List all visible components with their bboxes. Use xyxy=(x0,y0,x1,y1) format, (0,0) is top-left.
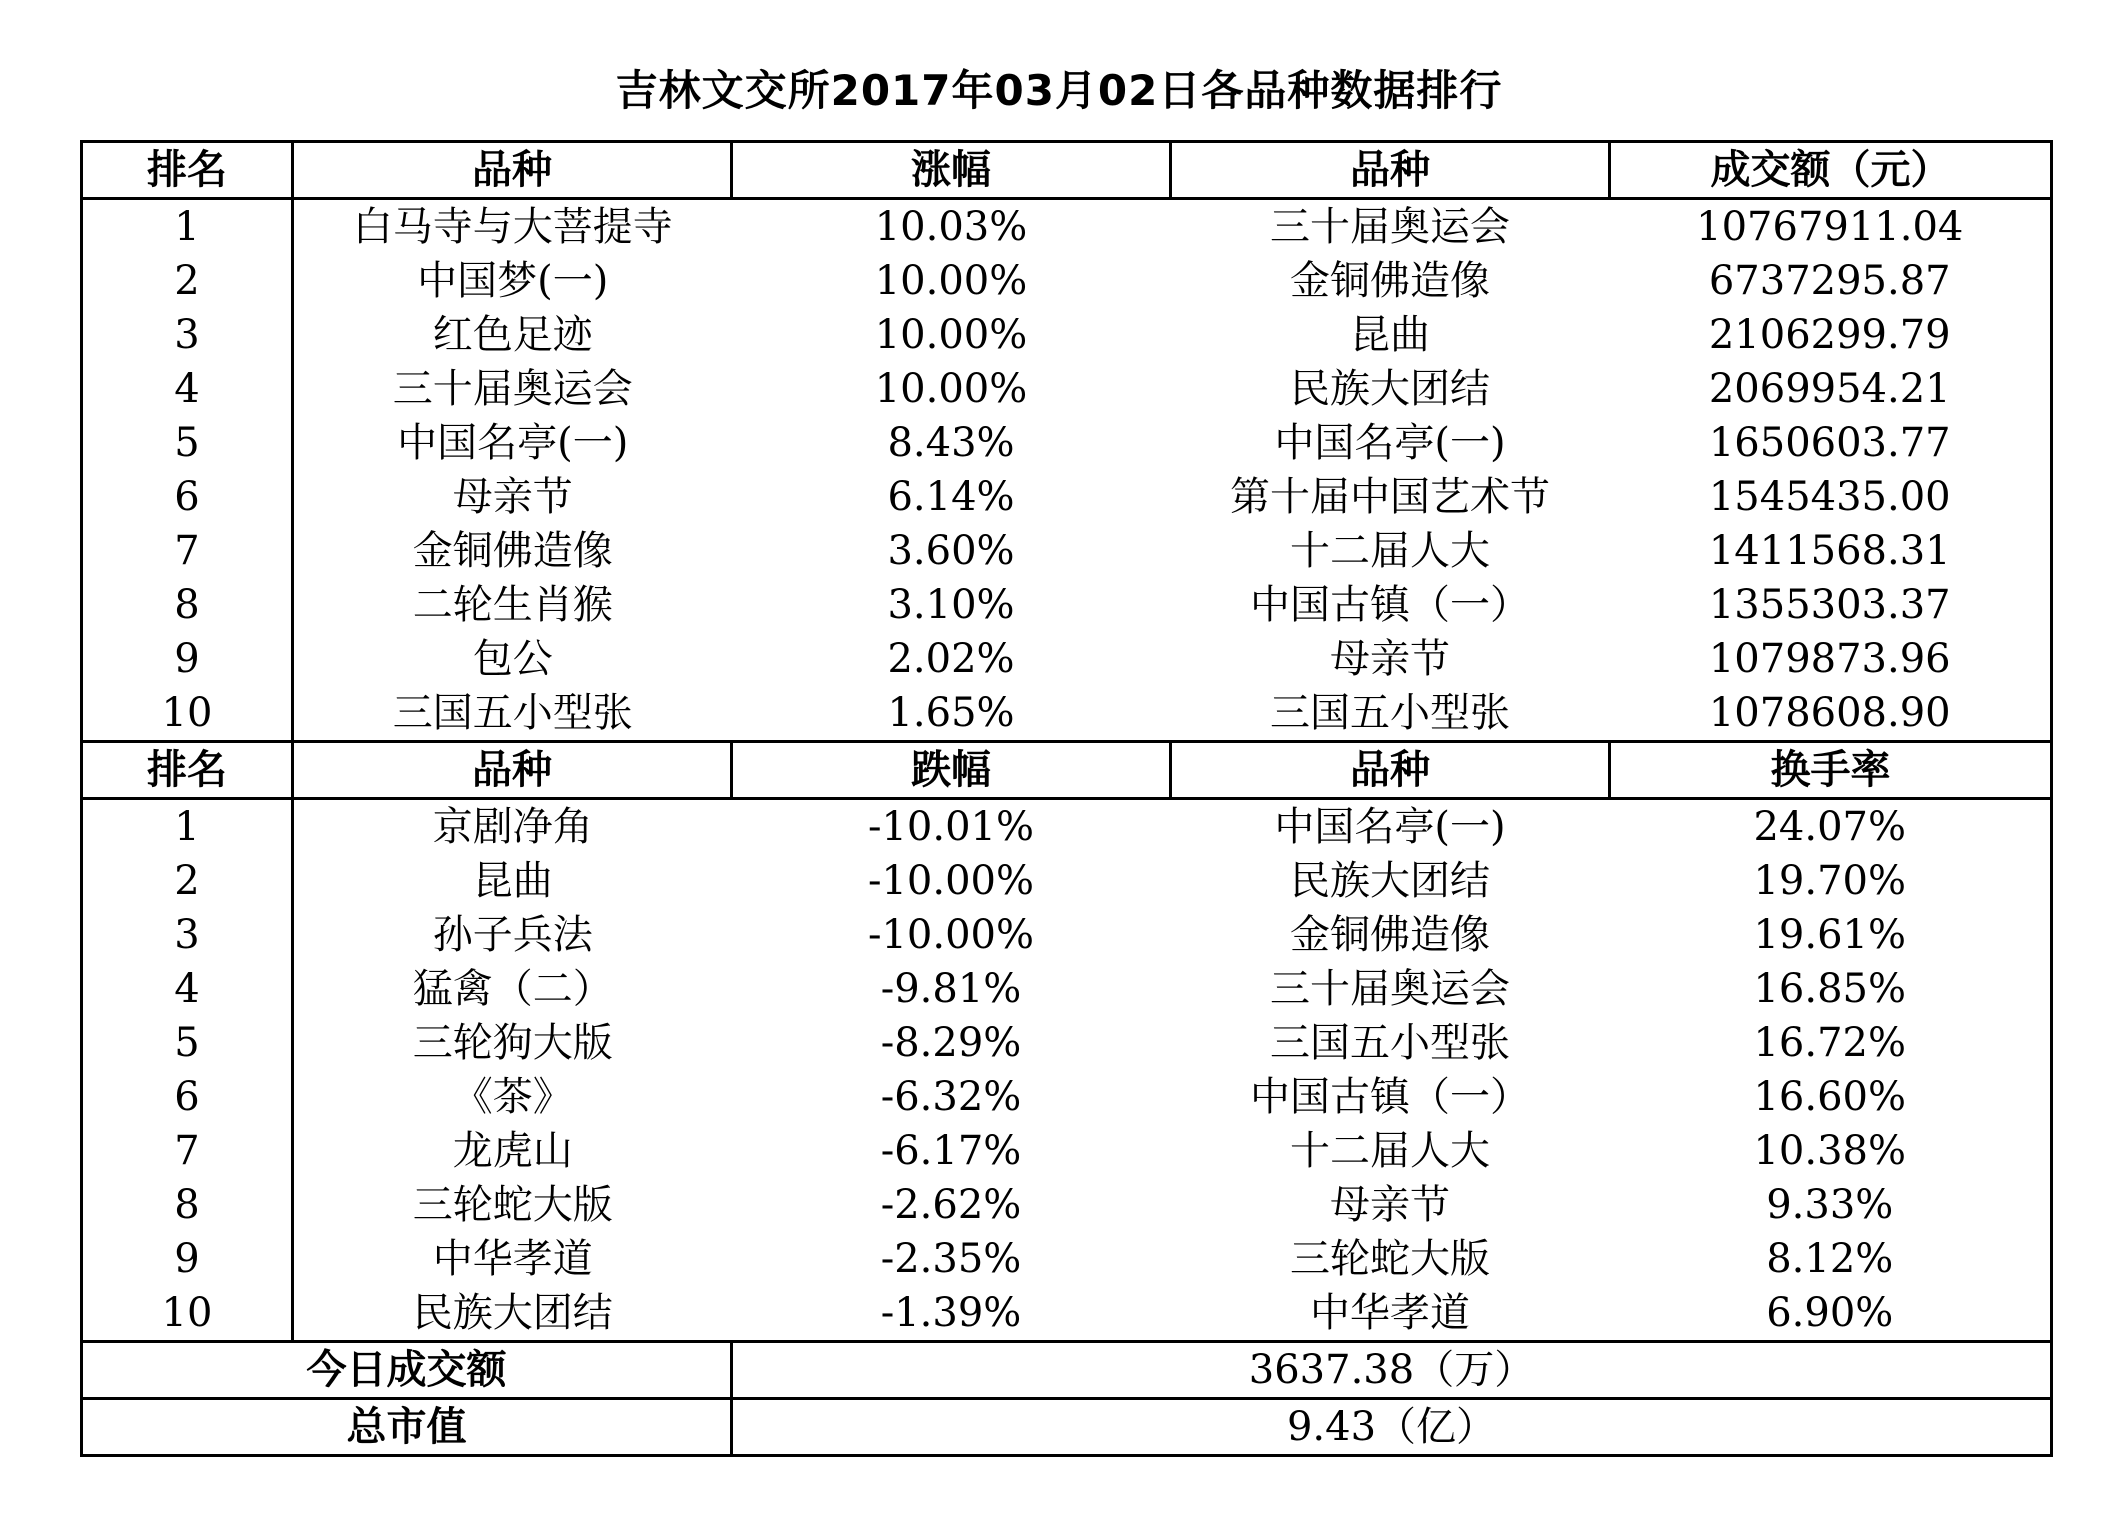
top_section-cell-rank: 1 xyxy=(82,199,293,255)
bottom_section-cell-item2: 中国名亭(一) xyxy=(1274,804,1506,850)
table-row xyxy=(82,578,2052,632)
bottom_section-cell-item: 龙虎山 xyxy=(293,1124,732,1178)
bottom_section-cell-rank: 7 xyxy=(82,1124,293,1178)
bottom_section-header-metric: 换手率 xyxy=(1610,742,2052,799)
bottom_section-cell-item2: 三轮蛇大版 xyxy=(1290,1236,1490,1282)
bottom_section-cell-item2: 金铜佛造像 xyxy=(1290,912,1490,958)
table-row xyxy=(82,1124,2052,1178)
top_section-cell-metric: 1355303.37 xyxy=(1610,578,2052,632)
bottom_section-cell-change: -9.81% xyxy=(880,966,1022,1012)
bottom_section-cell-metric: 10.38% xyxy=(1610,1124,2052,1178)
table-row xyxy=(82,362,2052,416)
top_section-cell-rank: 2 xyxy=(82,254,293,308)
bottom_section-cell-change: -6.32% xyxy=(880,1074,1022,1120)
top_section-cell-item: 母亲节 xyxy=(293,470,732,524)
bottom_section-cell-rank: 3 xyxy=(82,908,293,962)
table-row xyxy=(82,1232,2052,1286)
turnover-row xyxy=(82,1342,2052,1399)
bottom_section-cell-rank: 10 xyxy=(82,1286,293,1342)
top_section-cell-metric: 6737295.87 xyxy=(1610,254,2052,308)
bottom_section-cell-change: -1.39% xyxy=(880,1290,1022,1336)
bottom_section-header-change: 跌幅 xyxy=(732,742,1171,799)
table-row xyxy=(82,799,2052,855)
bottom_section-header-item2: 品种 xyxy=(1171,742,1610,799)
bottom_section-cell-item2: 民族大团结 xyxy=(1290,858,1490,904)
bottom_section-cell-metric: 6.90% xyxy=(1610,1286,2052,1342)
table-row xyxy=(82,524,2052,578)
table-row xyxy=(82,1070,2052,1124)
top_section-cell-item2: 十二届人大 xyxy=(1290,528,1490,574)
bottom_section-cell-item: 昆曲 xyxy=(293,854,732,908)
top_section-cell-item2: 金铜佛造像 xyxy=(1290,258,1490,304)
top_section-cell-item2: 三十届奥运会 xyxy=(1270,204,1510,250)
bottom_section-cell-item: 三轮狗大版 xyxy=(293,1016,732,1070)
top_section-cell-item2: 母亲节 xyxy=(1330,636,1450,682)
top_section-cell-metric: 1545435.00 xyxy=(1610,470,2052,524)
top_section-cell-item: 二轮生肖猴 xyxy=(293,578,732,632)
bottom_section-cell-item: 民族大团结 xyxy=(293,1286,732,1342)
table-row xyxy=(82,254,2052,308)
top_section-cell-change: 8.43% xyxy=(887,420,1015,466)
bottom_section-cell-rank: 4 xyxy=(82,962,293,1016)
bottom_section-cell-change: -8.29% xyxy=(880,1020,1022,1066)
market-cap-value: 9.43（亿） xyxy=(732,1399,2052,1456)
top_section-cell-change: 2.02% xyxy=(887,636,1015,682)
bottom_section-cell-rank: 5 xyxy=(82,1016,293,1070)
top_section-cell-metric: 10767911.04 xyxy=(1610,199,2052,255)
bottom_section-cell-metric: 19.61% xyxy=(1610,908,2052,962)
top_section-cell-item2: 民族大团结 xyxy=(1290,366,1490,412)
bottom_section-cell-change: -10.00% xyxy=(867,858,1035,904)
top_section-cell-change: 1.65% xyxy=(887,690,1015,736)
market-cap-row xyxy=(82,1399,2052,1456)
bottom_section-cell-metric: 19.70% xyxy=(1610,854,2052,908)
bottom_section-cell-change: -6.17% xyxy=(880,1128,1022,1174)
page-title: 吉林文交所2017年03月02日各品种数据排行 xyxy=(615,66,1503,115)
top_section-cell-rank: 3 xyxy=(82,308,293,362)
top_section-cell-rank: 5 xyxy=(82,416,293,470)
top_section-cell-change: 10.00% xyxy=(874,312,1028,358)
bottom_section-cell-item2: 中华孝道 xyxy=(1310,1290,1470,1336)
table-row xyxy=(82,416,2052,470)
bottom_section-cell-metric: 16.60% xyxy=(1610,1070,2052,1124)
top_section-cell-rank: 8 xyxy=(82,578,293,632)
top_section-cell-change: 10.03% xyxy=(874,204,1028,250)
bottom_section-header-rank: 排名 xyxy=(82,742,293,799)
bottom_section-cell-metric: 16.72% xyxy=(1610,1016,2052,1070)
table-row xyxy=(82,199,2052,255)
table-row xyxy=(82,470,2052,524)
top_section-cell-metric: 2069954.21 xyxy=(1610,362,2052,416)
bottom_section-cell-change: -2.35% xyxy=(880,1236,1022,1282)
bottom_section-cell-metric: 24.07% xyxy=(1610,799,2052,855)
top_section-cell-rank: 10 xyxy=(82,686,293,742)
ranking-table xyxy=(80,140,2053,1457)
table-row xyxy=(82,962,2052,1016)
bottom_section-cell-item: 孙子兵法 xyxy=(293,908,732,962)
bottom_section-cell-rank: 1 xyxy=(82,799,293,855)
ranking-table-body xyxy=(82,142,2052,1456)
bottom_section-cell-rank: 6 xyxy=(82,1070,293,1124)
turnover-label: 今日成交额 xyxy=(82,1342,732,1399)
top_section-cell-metric: 2106299.79 xyxy=(1610,308,2052,362)
bottom_section-cell-item: 三轮蛇大版 xyxy=(293,1178,732,1232)
top_section-cell-item2: 三国五小型张 xyxy=(1270,690,1510,736)
top_section-cell-rank: 7 xyxy=(82,524,293,578)
top_section-cell-item2: 昆曲 xyxy=(1350,312,1430,358)
top_section-cell-item: 中国名亭(一) xyxy=(293,416,732,470)
top_section-header-item2: 品种 xyxy=(1171,142,1610,199)
top_section-cell-change: 3.60% xyxy=(887,528,1015,574)
top_section-header-rank: 排名 xyxy=(82,142,293,199)
top_section-cell-item: 红色足迹 xyxy=(293,308,732,362)
bottom_section-cell-item: 猛禽（二） xyxy=(293,962,732,1016)
top_section-cell-rank: 6 xyxy=(82,470,293,524)
top_section-cell-item: 中国梦(一) xyxy=(293,254,732,308)
top_section-cell-metric: 1650603.77 xyxy=(1610,416,2052,470)
top_section-cell-change: 6.14% xyxy=(887,474,1015,520)
top_section-header-row xyxy=(82,142,2052,199)
table-row xyxy=(82,1016,2052,1070)
bottom_section-header-item: 品种 xyxy=(293,742,732,799)
top_section-cell-item: 三十届奥运会 xyxy=(293,362,732,416)
bottom_section-cell-item2: 母亲节 xyxy=(1330,1182,1450,1228)
table-row xyxy=(82,1178,2052,1232)
bottom_section-cell-item2: 十二届人大 xyxy=(1290,1128,1490,1174)
top_section-cell-change: 10.00% xyxy=(874,258,1028,304)
top_section-cell-metric: 1078608.90 xyxy=(1610,686,2052,742)
table-row xyxy=(82,854,2052,908)
top_section-cell-item2: 第十届中国艺术节 xyxy=(1230,474,1550,520)
bottom_section-cell-rank: 9 xyxy=(82,1232,293,1286)
bottom_section-cell-item2: 三十届奥运会 xyxy=(1270,966,1510,1012)
top_section-cell-item2: 中国名亭(一) xyxy=(1274,420,1506,466)
bottom_section-cell-item: 中华孝道 xyxy=(293,1232,732,1286)
bottom_section-cell-metric: 8.12% xyxy=(1610,1232,2052,1286)
table-row xyxy=(82,686,2052,742)
top_section-header-change: 涨幅 xyxy=(732,142,1171,199)
bottom_section-cell-change: -10.00% xyxy=(867,912,1035,958)
top_section-header-item: 品种 xyxy=(293,142,732,199)
bottom_section-cell-item: 《茶》 xyxy=(293,1070,732,1124)
turnover-value: 3637.38（万） xyxy=(732,1342,2052,1399)
top_section-cell-change: 3.10% xyxy=(887,582,1015,628)
market-cap-label: 总市值 xyxy=(82,1399,732,1456)
table-row xyxy=(82,1286,2052,1342)
table-row xyxy=(82,632,2052,686)
top_section-cell-change: 10.00% xyxy=(874,366,1028,412)
bottom_section-cell-change: -2.62% xyxy=(880,1182,1022,1228)
top_section-cell-item: 三国五小型张 xyxy=(293,686,732,742)
table-row xyxy=(82,908,2052,962)
top_section-cell-metric: 1079873.96 xyxy=(1610,632,2052,686)
top_section-cell-metric: 1411568.31 xyxy=(1610,524,2052,578)
bottom_section-cell-item2: 三国五小型张 xyxy=(1270,1020,1510,1066)
bottom_section-cell-metric: 16.85% xyxy=(1610,962,2052,1016)
bottom_section-cell-rank: 2 xyxy=(82,854,293,908)
top_section-cell-rank: 9 xyxy=(82,632,293,686)
bottom_section-header-row xyxy=(82,742,2052,799)
table-row xyxy=(82,308,2052,362)
top_section-cell-item2: 中国古镇（一） xyxy=(1250,582,1530,628)
bottom_section-cell-change: -10.01% xyxy=(867,804,1035,850)
bottom_section-cell-item2: 中国古镇（一） xyxy=(1250,1074,1530,1120)
top_section-cell-rank: 4 xyxy=(82,362,293,416)
bottom_section-cell-item: 京剧净角 xyxy=(293,799,732,855)
bottom_section-cell-rank: 8 xyxy=(82,1178,293,1232)
bottom_section-cell-metric: 9.33% xyxy=(1610,1178,2052,1232)
top_section-header-metric: 成交额（元） xyxy=(1610,142,2052,199)
top_section-cell-item: 金铜佛造像 xyxy=(293,524,732,578)
top_section-cell-item: 白马寺与大菩提寺 xyxy=(293,199,732,255)
top_section-cell-item: 包公 xyxy=(293,632,732,686)
